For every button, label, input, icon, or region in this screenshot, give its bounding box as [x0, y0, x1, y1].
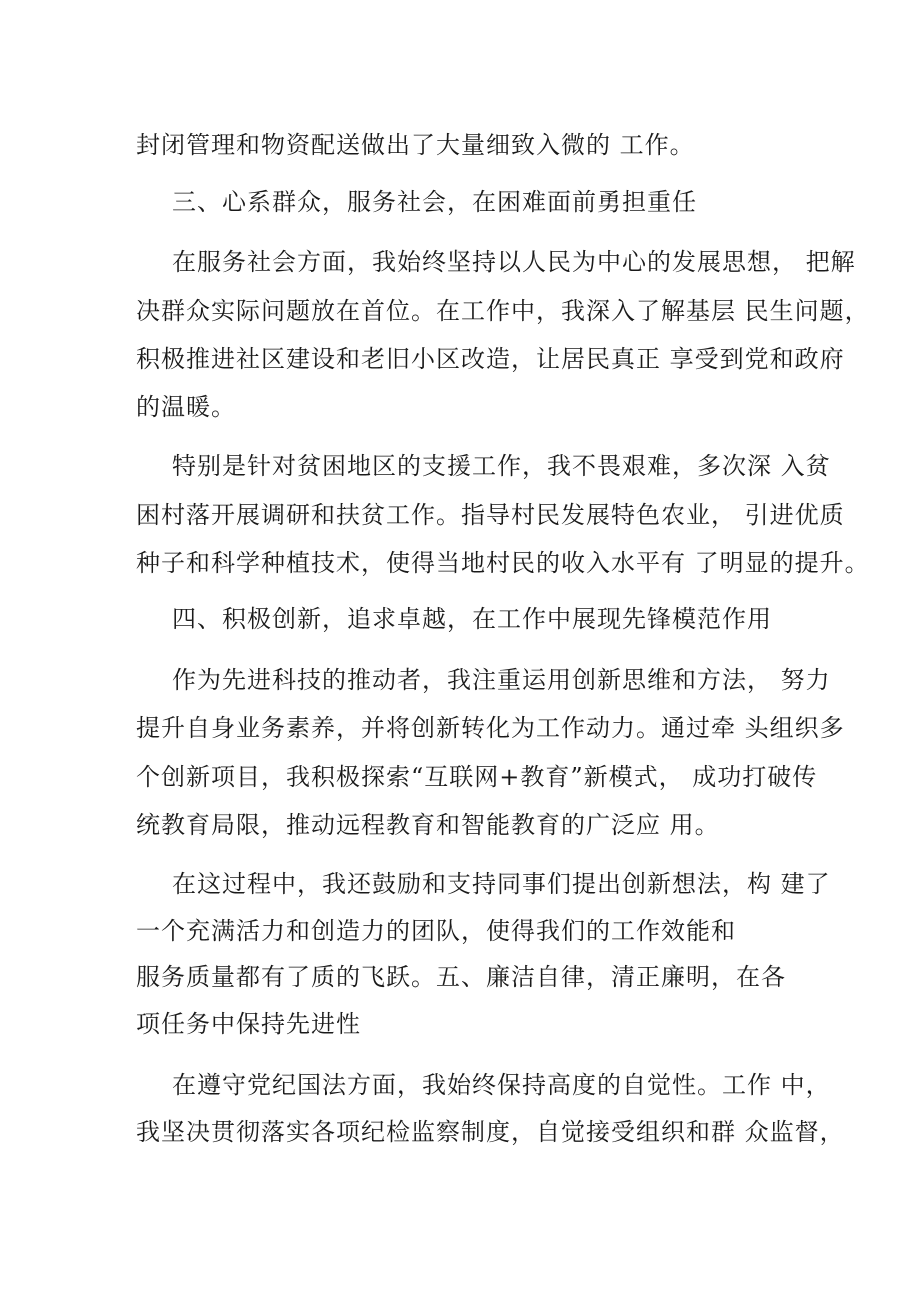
- text-line: 的温暖。: [136, 393, 236, 421]
- text-line: 在遵守党纪国法方面，我始终保持高度的自觉性。工作 中，: [172, 1071, 831, 1099]
- text-line: 特别是针对贫困地区的支援工作，我不畏艰难，多次深 入贫: [172, 452, 831, 480]
- section-heading: 四、积极创新，追求卓越，在工作中展现先锋模范作用: [172, 605, 772, 633]
- text-line: 困村落开展调研和扶贫工作。指导村民发展特色农业， 引进优质: [136, 501, 845, 529]
- text-line: 封闭管理和物资配送做出了大量细致入微的 工作。: [136, 131, 695, 159]
- text-line: 我坚决贯彻落实各项纪检监察制度，自觉接受组织和群 众监督，: [136, 1118, 845, 1146]
- text-line: 种子和科学种植技术，使得当地村民的收入水平有 了明显的提升。: [136, 549, 870, 577]
- text-line: 决群众实际问题放在首位。在工作中，我深入了解基层 民生问题，: [136, 297, 870, 325]
- text-line: 个创新项目，我积极探索“互联网+教育”新模式， 成功打破传: [136, 763, 818, 791]
- text-line: 统教育局限，推动远程教育和智能教育的广泛应 用。: [136, 811, 720, 839]
- text-line: 一个充满活力和创造力的团队，使得我们的工作效能和: [136, 917, 736, 945]
- text-line: 作为先进科技的推动者，我注重运用创新思维和方法， 努力: [172, 666, 831, 694]
- text-line: 服务质量都有了质的飞跃。五、廉洁自律，清正廉明，在各: [136, 963, 786, 991]
- text-line: 积极推进社区建设和老旧小区改造，让居民真正 享受到党和政府: [136, 345, 845, 373]
- section-heading-continued: 项任务中保持先进性: [136, 1010, 361, 1038]
- section-heading: 三、心系群众，服务社会，在困难面前勇担重任: [172, 188, 697, 216]
- text-line: 提升自身业务素养，并将创新转化为工作动力。通过牵 头组织多: [136, 714, 845, 742]
- text-line: 在这过程中，我还鼓励和支持同事们提出创新想法，构 建了: [172, 870, 831, 898]
- text-line: 在服务社会方面，我始终坚持以人民为中心的发展思想， 把解: [172, 248, 856, 276]
